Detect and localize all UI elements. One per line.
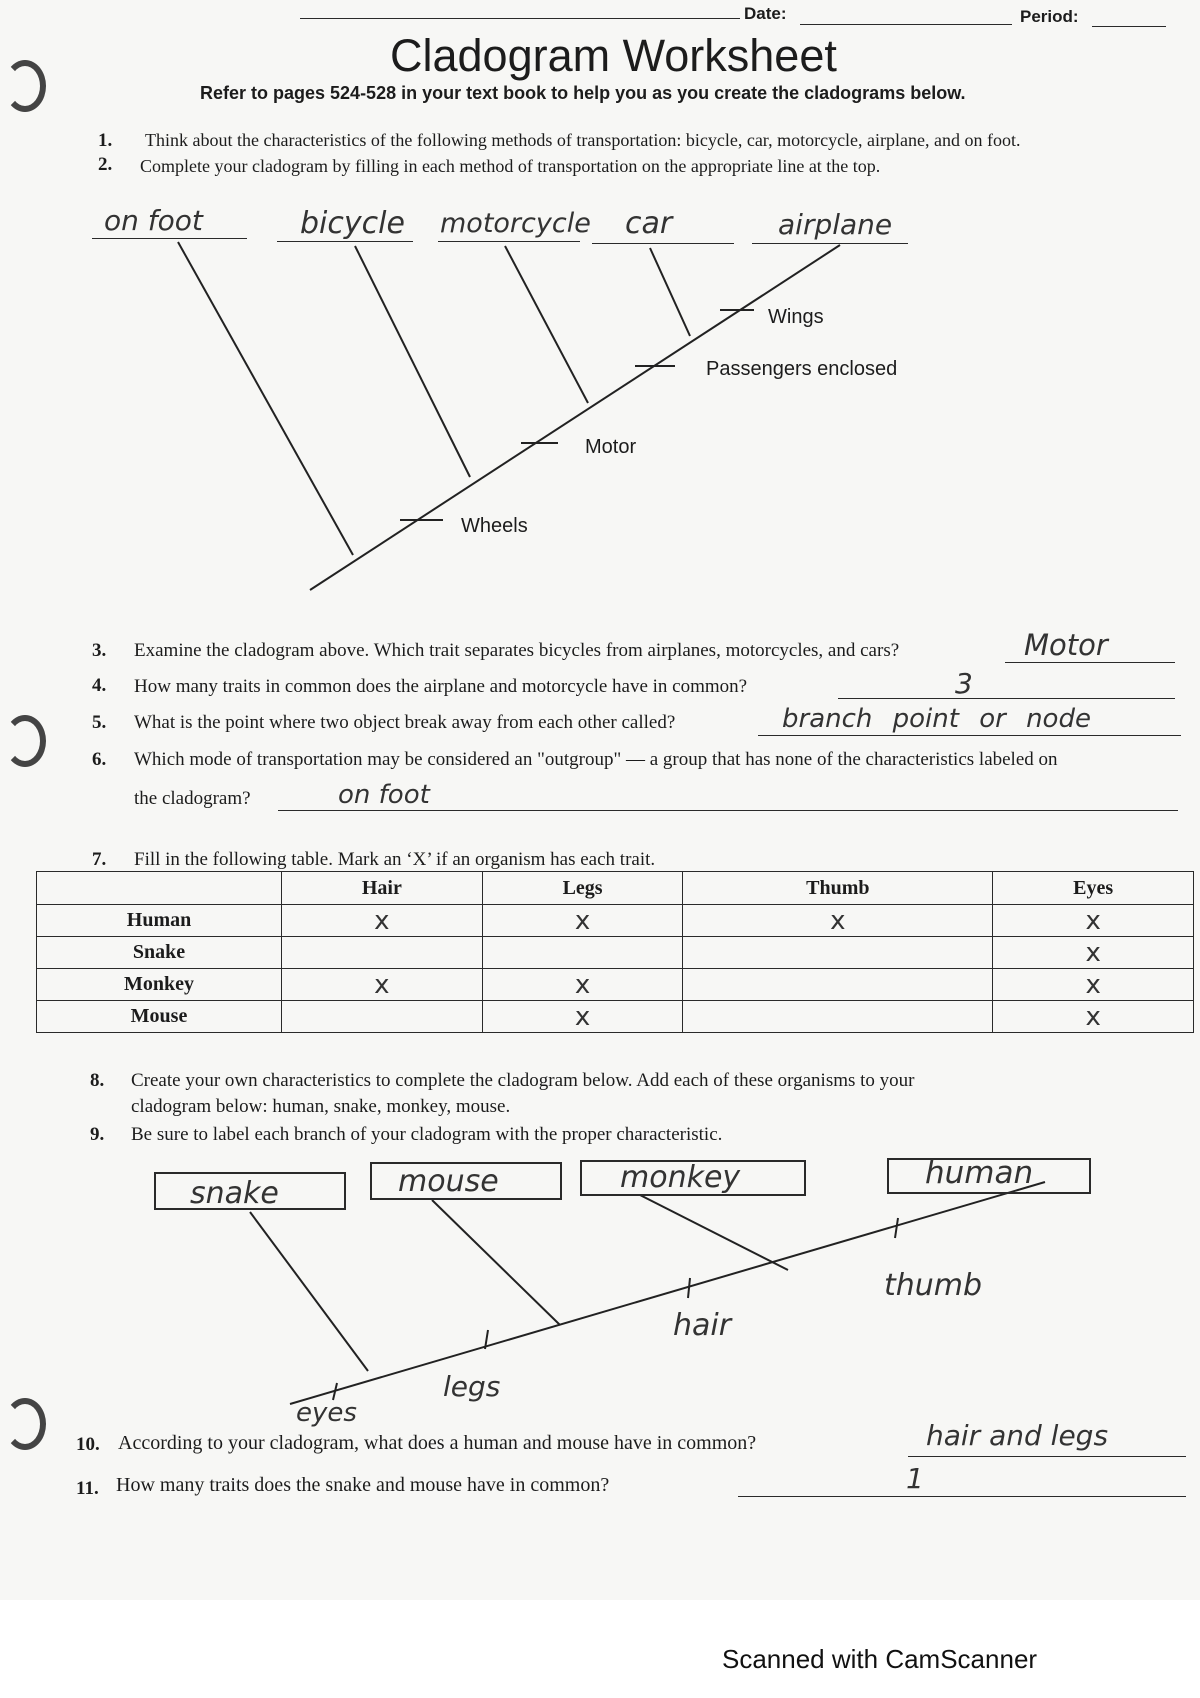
q8-text-cont: cladogram below: human, snake, monkey, mouse. xyxy=(131,1096,511,1117)
q6-text-cont: the cladogram? xyxy=(134,788,251,809)
q5-answer-line xyxy=(758,735,1181,736)
q7-text: Fill in the following table. Mark an ‘X’ if an organism has each trait. xyxy=(134,849,656,870)
table-header-hair: Hair xyxy=(282,872,483,905)
table-row xyxy=(37,937,1194,969)
tip-answer-4: car xyxy=(625,206,673,241)
mark-cell[interactable]: x xyxy=(482,1001,683,1033)
table-header-row xyxy=(37,872,1194,905)
trait-label-2: Passengers enclosed xyxy=(706,358,898,380)
q8-number: 8. xyxy=(90,1070,105,1091)
tip-box-answer-3: monkey xyxy=(620,1160,741,1195)
tip-answer-2: bicycle xyxy=(300,206,405,241)
mark-cell[interactable]: x xyxy=(482,969,683,1001)
mark-cell[interactable]: x xyxy=(993,905,1194,937)
mark-cell[interactable]: x xyxy=(282,969,483,1001)
q9-number: 9. xyxy=(90,1124,105,1145)
q5-answer: branch point or node xyxy=(782,704,1091,734)
mark-cell[interactable] xyxy=(683,937,993,969)
q5-text: What is the point where two object break away from each other called? xyxy=(134,712,676,733)
trait-answer-3: hair xyxy=(673,1308,732,1343)
table-header-eyes: Eyes xyxy=(993,872,1194,905)
mark-cell[interactable]: x xyxy=(993,969,1194,1001)
traits-table xyxy=(36,871,1194,1033)
tip-box-answer-4: human xyxy=(925,1155,1034,1191)
q4-answer: 3 xyxy=(955,667,973,700)
mark-cell[interactable]: x xyxy=(282,905,483,937)
mark-cell[interactable]: x xyxy=(482,905,683,937)
row-label: Human xyxy=(37,905,282,937)
mark-cell[interactable] xyxy=(683,969,993,1001)
table-header-thumb: Thumb xyxy=(683,872,993,905)
mark-cell[interactable] xyxy=(482,937,683,969)
row-label: Monkey xyxy=(37,969,282,1001)
mark-cell[interactable]: x xyxy=(993,1001,1194,1033)
q10-number: 10. xyxy=(76,1434,100,1455)
q4-answer-line xyxy=(838,698,1175,699)
tip-answer-3: motorcycle xyxy=(440,208,591,239)
table-header-blank xyxy=(37,872,282,905)
mark-cell[interactable] xyxy=(282,1001,483,1033)
q4-text: How many traits in common does the airplane and motorcycle have in common? xyxy=(134,676,748,697)
page-title: Cladogram Worksheet xyxy=(390,30,837,81)
q8-text: Create your own characteristics to complete the cladogram below. Add each of these organisms to your xyxy=(131,1070,915,1091)
q6-answer-line xyxy=(278,810,1178,811)
trait-label-3: Motor xyxy=(585,436,637,458)
table-row xyxy=(37,969,1194,1001)
q1-text: Think about the characteristics of the following methods of transportation: bicycle, car, motorcycle, airplane, and on foot. xyxy=(145,130,1021,150)
row-label: Mouse xyxy=(37,1001,282,1033)
q3-answer-line xyxy=(1005,662,1175,663)
page-subtitle: Refer to pages 524-528 in your text book to help you as you create the cladograms below. xyxy=(200,83,966,103)
mark-cell[interactable] xyxy=(282,937,483,969)
q11-answer-line xyxy=(738,1496,1186,1497)
q11-number: 11. xyxy=(76,1478,99,1499)
table-row xyxy=(37,1001,1194,1033)
q2-number: 2. xyxy=(98,154,113,175)
period-label: Period: xyxy=(1020,7,1079,26)
q3-text: Examine the cladogram above. Which trait separates bicycles from airplanes, motorcycles, and cars? xyxy=(134,640,900,661)
q10-answer-line xyxy=(908,1456,1186,1457)
tip-answer-5: airplane xyxy=(778,208,893,241)
trait-label-1: Wings xyxy=(768,306,824,328)
q7-number: 7. xyxy=(92,849,107,870)
q6-number: 6. xyxy=(92,749,107,770)
tip-answer-1: on foot xyxy=(104,204,203,237)
table-row xyxy=(37,905,1194,937)
table-header-legs: Legs xyxy=(482,872,683,905)
q6-answer: on foot xyxy=(338,780,430,810)
q3-answer: Motor xyxy=(1024,628,1108,662)
trait-answer-1: eyes xyxy=(296,1398,357,1428)
q10-answer: hair and legs xyxy=(926,1419,1109,1452)
mark-cell[interactable]: x xyxy=(993,937,1194,969)
trait-answer-4: thumb xyxy=(884,1268,983,1303)
q11-answer: 1 xyxy=(906,1462,924,1495)
q10-text: According to your cladogram, what does a human and mouse have in common? xyxy=(118,1432,757,1454)
q5-number: 5. xyxy=(92,712,107,733)
trait-label-4: Wheels xyxy=(461,515,528,537)
row-label: Snake xyxy=(37,937,282,969)
q6-text: Which mode of transportation may be considered an "outgroup" — a group that has none of the characteristics labeled on xyxy=(134,749,1058,770)
q4-number: 4. xyxy=(92,675,107,696)
mark-cell[interactable] xyxy=(683,1001,993,1033)
q2-text: Complete your cladogram by filling in each method of transportation on the appropriate line at the top. xyxy=(140,156,881,176)
date-label: Date: xyxy=(744,4,787,23)
tip-box-answer-1: snake xyxy=(190,1176,279,1211)
q3-number: 3. xyxy=(92,640,107,661)
trait-answer-2: legs xyxy=(443,1370,501,1403)
tip-box-answer-2: mouse xyxy=(398,1164,499,1199)
q1-number: 1. xyxy=(98,130,113,151)
q9-text: Be sure to label each branch of your cladogram with the proper characteristic. xyxy=(131,1124,723,1145)
camscanner-watermark: Scanned with CamScanner xyxy=(722,1644,1038,1674)
q11-text: How many traits does the snake and mouse have in common? xyxy=(116,1474,610,1496)
mark-cell[interactable]: x xyxy=(683,905,993,937)
